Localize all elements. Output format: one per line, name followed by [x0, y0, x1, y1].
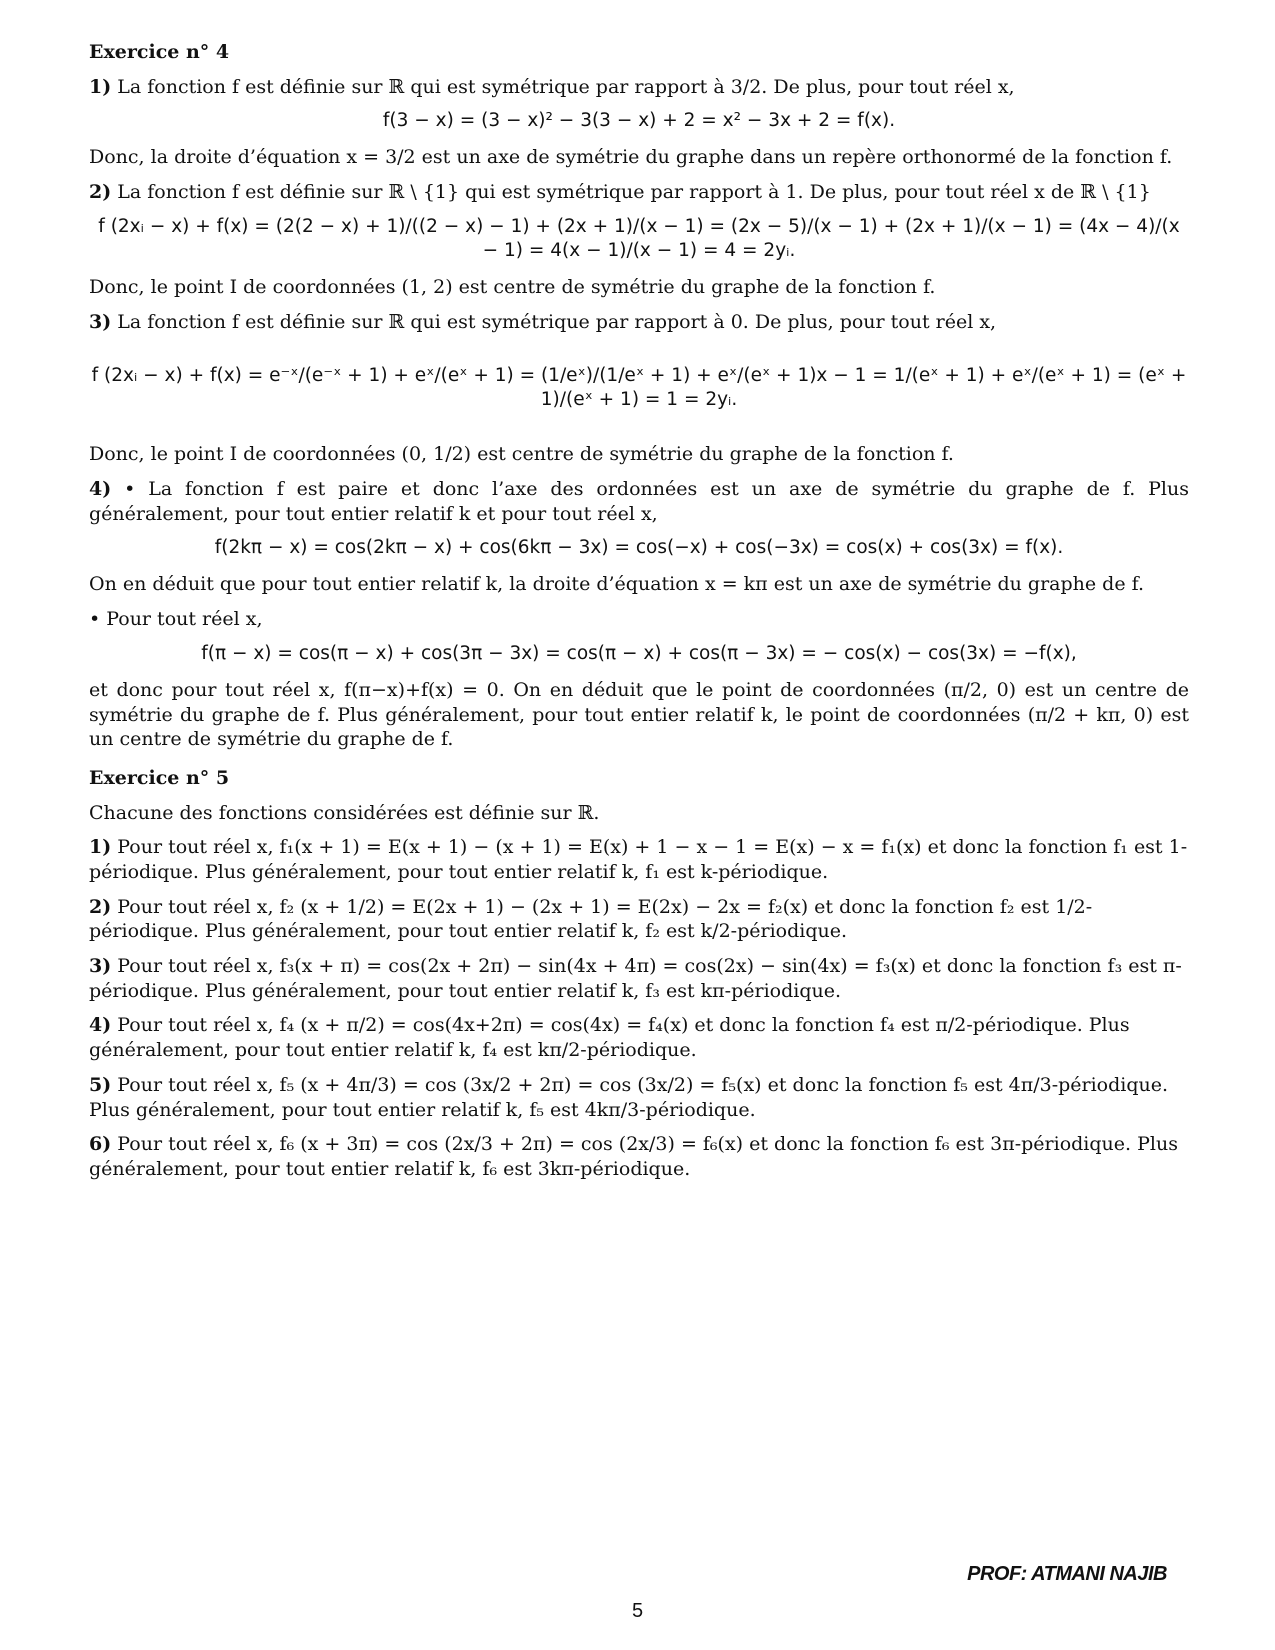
ex4-q1-equation: f(3 − x) = (3 − x)² − 3(3 − x) + 2 = x² − 3x + 2 = f(x). — [382, 110, 896, 132]
question-number: 4) — [89, 478, 112, 501]
ex4-q3-conclusion: Donc, le point I de coordonnées (0, 1/2) est centre de symétrie du graphe de la fonction f. — [89, 443, 954, 466]
ex4-q3-statement — [89, 310, 1189, 335]
author-signature: PROF: ATMANI NAJIB — [967, 1563, 1167, 1585]
question-text: La fonction f est définie sur ℝ qui est symétrique par rapport à 0. De plus, pour tout réel x, — [117, 310, 997, 333]
question-text: Pour tout réel x, f₃(x + π) = cos(2x + 2π) − sin(4x + 4π) = cos(2x) − sin(4x) = f₃(x) et donc la fonction f₃ est π-périodique. Plus généralement, pour tout entier relatif k, f₃ est kπ-périodique. — [89, 955, 1182, 1002]
question-number: 2) — [89, 895, 112, 918]
ex4-q4-equation-1: f(2kπ − x) = cos(2kπ − x) + cos(6kπ − 3x) = cos(−x) + cos(−3x) = cos(x) + cos(3x) = f(x). — [214, 537, 1064, 559]
ex4-q4-conclusion-2: et donc pour tout réel x, f(π−x)+f(x) = 0. On en déduit que le point de coordonnées (π/2, 0) est un centre de symétrie du graphe de f. Plus généralement, pour tout entier relatif k, le point de coordonnées (π/2 + kπ, 0) est un centre de symétrie du graphe de f. — [89, 678, 1189, 751]
ex4-q4-bullet-2: • Pour tout réel x, — [89, 608, 263, 631]
question-number: 6) — [89, 1133, 112, 1156]
ex5-intro: Chacune des fonctions considérées est définie sur ℝ. — [89, 801, 600, 824]
ex5-item-6 — [89, 1132, 1189, 1181]
ex5-item-5 — [89, 1073, 1189, 1122]
ex4-q3-equation: f (2xᵢ − x) + f(x) = e⁻ˣ/(e⁻ˣ + 1) + eˣ/(eˣ + 1) = (1/eˣ)/(1/eˣ + 1) + eˣ/(eˣ + 1)x − 1 = 1/(eˣ + 1) + eˣ/(eˣ + 1) = (eˣ + 1)/(eˣ + 1) = 1 = 2yᵢ. — [91, 365, 1187, 411]
ex4-q2-statement — [89, 180, 1189, 205]
ex5-item-1 — [89, 835, 1189, 884]
question-number: 3) — [89, 310, 112, 333]
question-text: Pour tout réel x, f₄ (x + π/2) = cos(4x+2π) = cos(4x) = f₄(x) et donc la fonction f₄ est π/2-périodique. Plus généralement, pour tout entier relatif k, f₄ est kπ/2-périodique. — [89, 1014, 1130, 1062]
ex4-q4-statement — [89, 477, 1189, 526]
ex5-item-2 — [89, 895, 1189, 944]
ex4-q4-conclusion-1: On en déduit que pour tout entier relatif k, la droite d’équation x = kπ est un axe de symétrie du graphe de f. — [89, 573, 1145, 596]
ex4-q2-conclusion: Donc, le point I de coordonnées (1, 2) est centre de symétrie du graphe de la fonction f. — [89, 275, 936, 298]
question-number: 3) — [89, 955, 112, 978]
question-text: Pour tout réel x, f₆ (x + 3π) = cos (2x/3 + 2π) = cos (2x/3) = f₆(x) et donc la fonction f₆ est 3π-périodique. Plus généralement, pour tout entier relatif k, f₆ est 3kπ-périodique. — [89, 1133, 1178, 1180]
question-text: Pour tout réel x, f₅ (x + 4π/3) = cos (3x/2 + 2π) = cos (3x/2) = f₅(x) et donc la fonction f₅ est 4π/3-périodique. Plus généralement, pour tout entier relatif k, f₅ est 4kπ/3-périodique. — [89, 1073, 1169, 1121]
question-text: La fonction f est définie sur ℝ qui est symétrique par rapport à 3/2. De plus, pour tout réel x, — [117, 75, 1015, 98]
question-text: • La fonction f est paire et donc l’axe des ordonnées est un axe de symétrie du graphe de f. Plus généralement, pour tout entier relatif k et pour tout réel x, — [89, 478, 1190, 525]
question-text: Pour tout réel x, f₁(x + 1) = E(x + 1) − (x + 1) = E(x) + 1 − x − 1 = E(x) − x = f₁(x) et donc la fonction f₁ est 1-périodique. Plus généralement, pour tout entier relatif k, f₁ est k-périodique. — [89, 836, 1188, 884]
ex4-q4-equation-2: f(π − x) = cos(π − x) + cos(3π − 3x) = cos(π − x) + cos(π − 3x) = − cos(x) − cos(3x) = −f(x), — [201, 642, 1077, 664]
ex4-q2-equation: f (2xᵢ − x) + f(x) = (2(2 − x) + 1)/((2 − x) − 1) + (2x + 1)/(x − 1) = (2x − 5)/(x − 1) + (2x + 1)/(x − 1) = (4x − 4)/(x − 1) = 4(x − 1)/(x − 1) = 4 = 2yᵢ. — [98, 215, 1180, 261]
question-number: 1) — [89, 75, 112, 98]
document-page — [89, 40, 1189, 1192]
question-text: La fonction f est définie sur ℝ \ {1} qui est symétrique par rapport à 1. De plus, pour tout réel x de ℝ \ {1} — [117, 181, 1151, 204]
page-number: 5 — [631, 1600, 644, 1622]
exercise-5-title: Exercice n° 5 — [89, 766, 230, 789]
ex4-q1-statement — [89, 75, 1189, 100]
question-number: 4) — [89, 1014, 112, 1037]
ex5-item-4 — [89, 1013, 1189, 1062]
question-number: 1) — [89, 836, 112, 859]
question-text: Pour tout réel x, f₂ (x + 1/2) = E(2x + 1) − (2x + 1) = E(2x) − 2x = f₂(x) et donc la fonction f₂ est 1/2-périodique. Plus généralement, pour tout entier relatif k, f₂ est k/2-périodique. — [89, 895, 1093, 943]
ex4-q1-conclusion: Donc, la droite d’équation x = 3/2 est un axe de symétrie du graphe dans un repère orthonormé de la fonction f. — [89, 146, 1173, 169]
question-number: 5) — [89, 1073, 112, 1096]
ex5-item-3 — [89, 954, 1189, 1003]
exercise-4-title: Exercice n° 4 — [89, 41, 230, 63]
question-number: 2) — [89, 181, 112, 204]
